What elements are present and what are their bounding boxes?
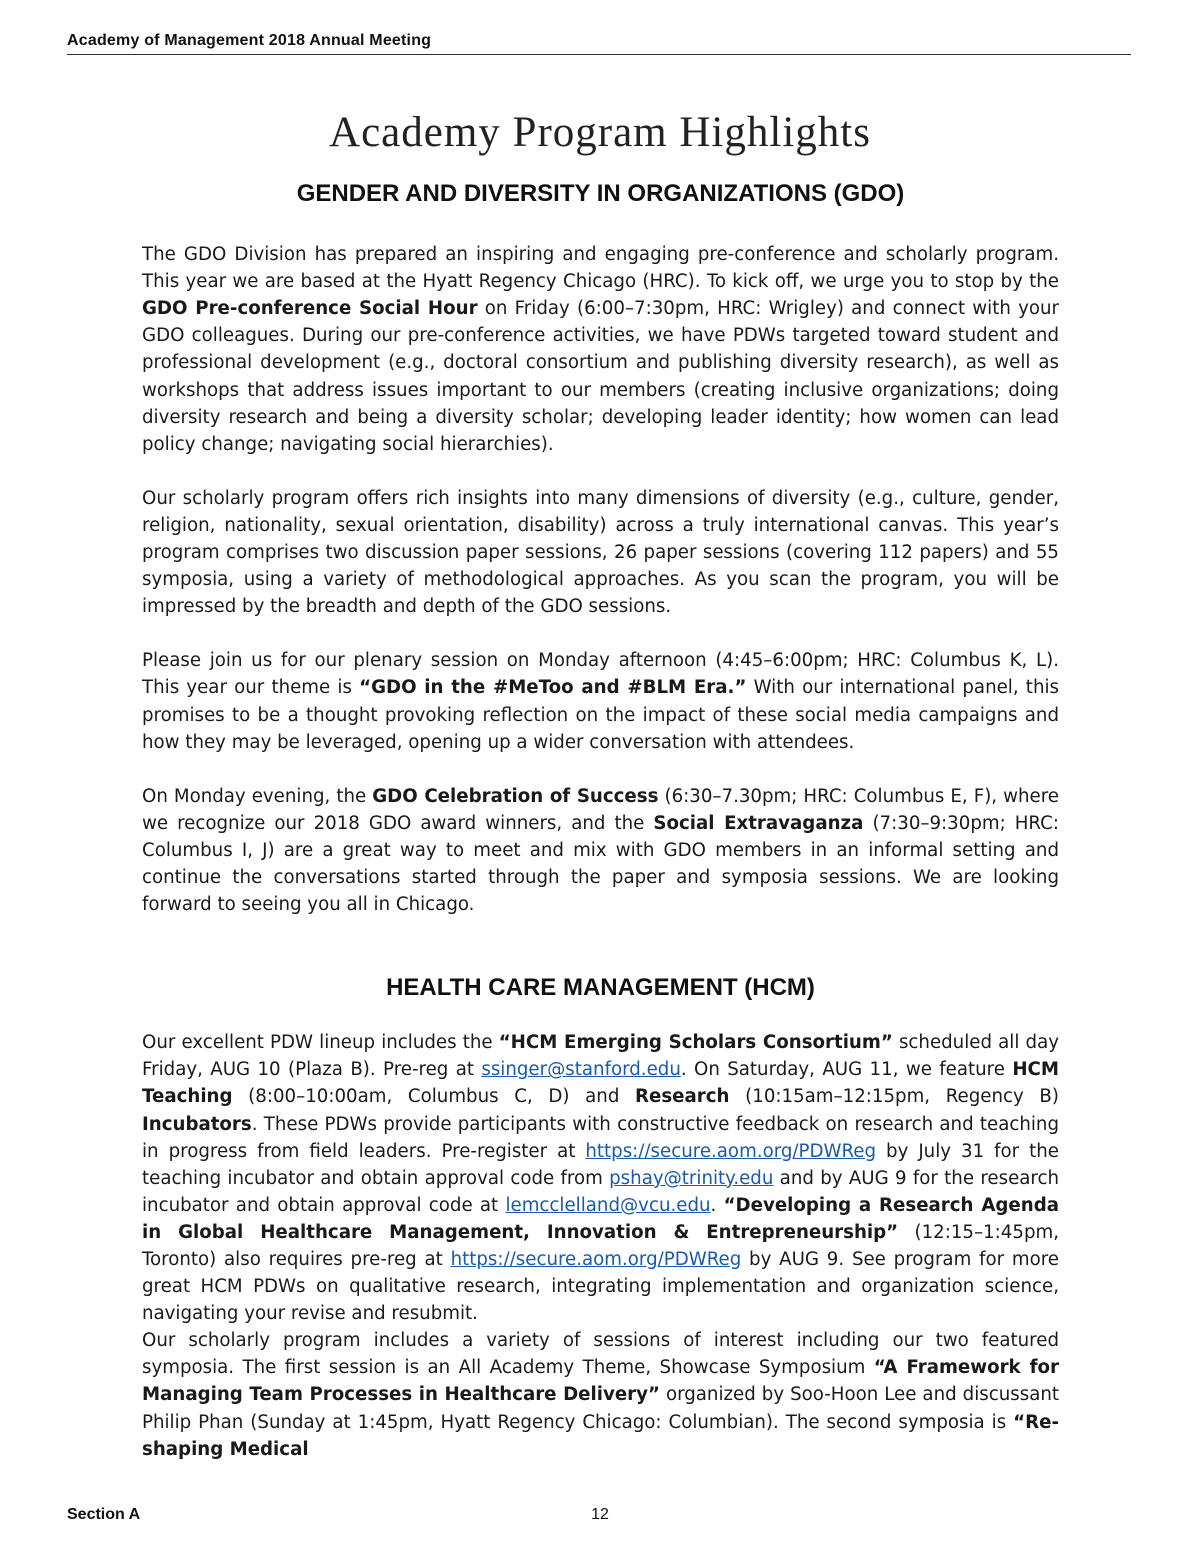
gdo-paragraph-4 — [142, 783, 1059, 918]
text-run: Our excellent PDW lineup includes the — [142, 1032, 499, 1054]
gdo-paragraph-1 — [142, 241, 1059, 458]
hcm-section-heading: HEALTH CARE MANAGEMENT (HCM) — [386, 974, 815, 1002]
text-run: . On Saturday, AUG 11, we feature — [680, 1059, 1013, 1081]
pdwreg-link[interactable]: https://secure.aom.org/PDWReg — [450, 1249, 742, 1270]
hcm-paragraph-1 — [142, 1029, 1059, 1327]
bold-text: “HCM Emerging Scholars Consortium” — [498, 1032, 893, 1054]
bold-text: GDO Celebration of Success — [372, 785, 659, 807]
page-number: 12 — [591, 1506, 609, 1523]
gdo-paragraph-2: Our scholarly program offers rich insights into many dimensions of diversity (e.g., culture, gender, religion, nationality, sexual orientation, disability) across a truly international canvas. This year’s program comprises two discussion paper sessions, 26 paper sessions (covering 112 papers) and 55 symposia, using a variety of methodological approaches. As you scan the program, you will be impressed by the breadth and depth of the GDO sessions. — [142, 487, 1059, 618]
gdo-section-heading: GENDER AND DIVERSITY IN ORGANIZATIONS (GDO) — [296, 180, 905, 207]
bold-text: Social Extravaganza — [653, 812, 864, 834]
text-run: (10:15am–12:15pm, Regency B) — [729, 1086, 1059, 1108]
email-link-lemcclelland[interactable]: lemcclelland@vcu.edu — [505, 1194, 711, 1216]
text-run: Please join us for our plenary session on Monday afternoon (4:45–6:00pm; HRC: Columbus K, L). This year our theme is — [142, 650, 1059, 699]
bold-text: GDO Pre-conference Social Hour — [142, 298, 478, 320]
footer-section-label: Section A — [67, 1506, 141, 1523]
hcm-paragraph-2 — [142, 1327, 1059, 1462]
email-link-pshay[interactable]: pshay@trinity.edu — [609, 1167, 774, 1189]
bold-text: “A Framework for Managing Team Processes in Healthcare Delivery” — [142, 1357, 1060, 1406]
article-body — [142, 180, 1059, 1463]
text-run: by AUG 9. See program for more great HCM PDWs on qualitative research, integrating implementation and organization science, navigating your revise and resubmit. — [142, 1249, 1059, 1325]
text-run: organized by Soo-Hoon Lee and discussant Philip Phan (Sunday at 1:45pm, Hyatt Regency Chicago: Columbian). The second symposia is — [142, 1384, 1060, 1433]
text-run: on Friday (6:00–7:30pm, HRC: Wrigley) and connect with your GDO colleagues. During our pre-conference activities, we have PDWs targeted toward student and professional development (e.g., doctoral consortium and publishing diversity research), as well as workshops that address issues important to our members (creating inclusive organizations; doing diversity research and being a diversity scholar; developing leader identity; how women can lead policy change; navigating social hierarchies). — [142, 298, 1060, 455]
text-run: (8:00–10:00am, Columbus C, D) and — [232, 1086, 636, 1108]
pdwreg-link[interactable]: https://secure.aom.org/PDWReg — [585, 1140, 877, 1162]
email-link-ssinger[interactable]: ssinger@stanford.edu — [481, 1059, 681, 1081]
text-run: (12:15–1:45pm, Toronto) also requires pre-reg at — [142, 1221, 1059, 1270]
text-run: (7:30–9:30pm; HRC: Columbus I, J) are a great way to meet and mix with GDO members in an informal setting and continue the conversations started through the paper and symposia sessions. We are looking forward to seeing you all in Chicago. — [142, 812, 1059, 916]
text-run: . These PDWs provide participants with constructive feedback on research and teaching in progress from field leaders. Pre-register at — [142, 1113, 1059, 1162]
text-run: (6:30–7.30pm; HRC: Columbus E, F), where we recognize our 2018 GDO award winners, and the — [142, 785, 1059, 834]
bold-text: “Developing a Research Agenda in Global Healthcare Management, Innovation & Entrepreneurship” — [142, 1194, 1059, 1243]
text-run: and by AUG 9 for the research incubator and obtain approval code at — [142, 1167, 1060, 1216]
bold-text: “GDO in the #MeToo and #BLM Era.” — [359, 677, 747, 699]
bold-text: Research — [635, 1086, 730, 1108]
text-run: On Monday evening, the — [142, 785, 373, 807]
bold-text: HCM Teaching — [142, 1059, 1059, 1108]
bold-text: “Re-shaping Medical — [142, 1411, 1059, 1460]
text-run: . — [710, 1194, 724, 1216]
bold-text: Incubators — [142, 1113, 252, 1135]
text-run: With our international panel, this promises to be a thought provoking reflection on the impact of these social media campaigns and how they may be leveraged, opening up a wider conversation with attendees. — [142, 677, 1059, 753]
page-title: Academy Program Highlights — [329, 109, 871, 156]
text-run: Our scholarly program includes a variety of sessions of interest including our two featured symposia. The first session is an All Academy Theme, Showcase Symposium — [142, 1330, 1059, 1379]
running-header: Academy of Management 2018 Annual Meeting — [67, 32, 1131, 55]
text-run: scheduled all day Friday, AUG 10 (Plaza B). Pre-reg at — [142, 1032, 1059, 1081]
text-run: by July 31 for the teaching incubator and obtain approval code from — [142, 1140, 1059, 1189]
gdo-paragraph-3 — [142, 647, 1059, 755]
text-run: The GDO Division has prepared an inspiring and engaging pre-conference and scholarly program. This year we are based at the Hyatt Regency Chicago (HRC). To kick off, we urge you to stop by the — [142, 244, 1059, 293]
